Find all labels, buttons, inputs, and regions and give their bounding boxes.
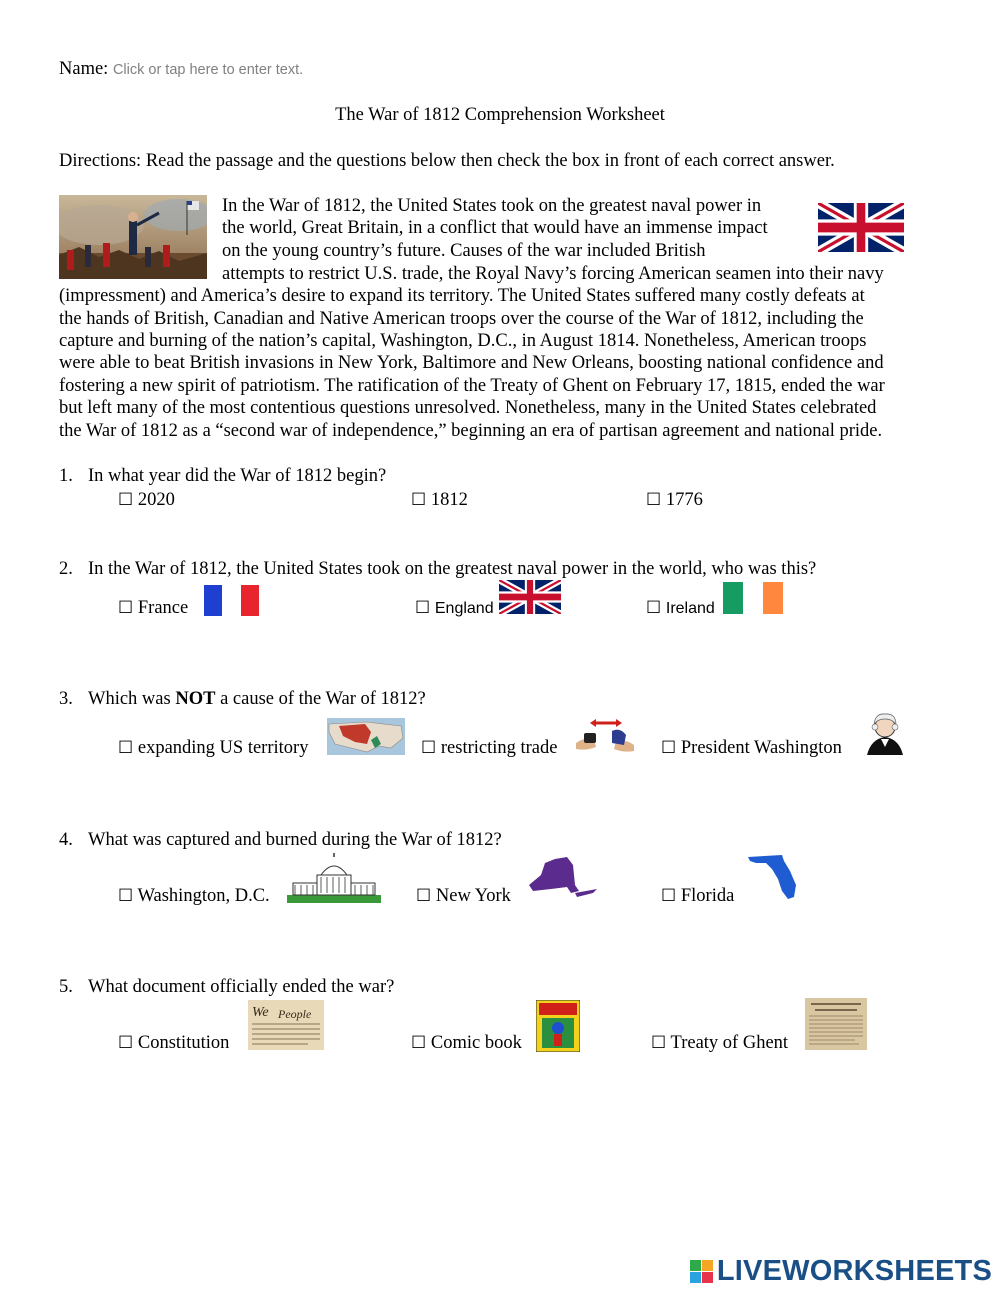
svg-text:We: We	[252, 1005, 269, 1020]
question-number: 1.	[59, 466, 73, 486]
battle-painting-image	[59, 195, 207, 279]
passage-line: attempts to restrict U.S. trade, the Royal Navy’s forcing American seamen into their navy	[222, 264, 884, 284]
checkbox[interactable]: ☐	[421, 738, 437, 758]
q4-option-new-york[interactable]	[416, 886, 511, 907]
option-label: Constitution	[137, 1033, 230, 1053]
ireland-flag-icon	[723, 582, 783, 614]
liveworksheets-logo	[690, 1254, 992, 1288]
treaty-document-icon	[805, 998, 867, 1050]
logo-icon	[690, 1260, 713, 1283]
checkbox[interactable]: ☐	[118, 738, 134, 758]
option-label: Comic book	[430, 1033, 522, 1053]
checkbox[interactable]: ☐	[118, 598, 134, 618]
svg-text:People: People	[278, 1007, 312, 1021]
option-label: 1812	[430, 490, 468, 510]
option-label: England	[434, 600, 494, 617]
q2-option-ireland[interactable]	[646, 598, 715, 619]
question-text: In the War of 1812, the United States took on the greatest naval power in the world, who was this?	[88, 559, 817, 579]
name-row	[59, 59, 303, 80]
q5-option-comic-book[interactable]	[411, 1033, 522, 1054]
question-number: 3.	[59, 689, 73, 709]
checkbox[interactable]: ☐	[411, 1033, 427, 1053]
question-1	[59, 466, 386, 487]
passage-line: the War of 1812 as a “second war of independence,” beginning an era of partisan agreement and national pride.	[59, 421, 883, 441]
name-label: Name:	[59, 59, 109, 79]
question-text: What was captured and burned during the War of 1812?	[88, 830, 502, 850]
question-number: 5.	[59, 977, 73, 997]
constitution-document-icon	[248, 1000, 324, 1050]
checkbox[interactable]: ☐	[646, 490, 662, 510]
us-territory-map-icon	[327, 718, 405, 755]
checkbox[interactable]: ☐	[416, 886, 432, 906]
comic-book-icon	[536, 1000, 580, 1052]
trade-exchange-icon	[574, 715, 636, 757]
question-text-post: a cause of the War of 1812?	[215, 689, 426, 709]
question-4	[59, 830, 502, 851]
q4-option-florida[interactable]	[661, 886, 734, 907]
passage-line: on the young country’s future. Causes of the war included British	[222, 241, 706, 261]
option-label: New York	[435, 886, 511, 906]
option-label: Florida	[680, 886, 735, 906]
passage-line: In the War of 1812, the United States took on the greatest naval power in	[222, 196, 762, 216]
capitol-building-icon	[287, 853, 381, 903]
union-jack-flag-icon	[499, 580, 561, 614]
q1-option-1812[interactable]	[411, 490, 468, 511]
q2-option-england[interactable]	[415, 598, 494, 619]
logo-text: LIVEWORKSHEETS	[716, 1254, 992, 1287]
checkbox[interactable]: ☐	[118, 886, 134, 906]
option-label: 1776	[665, 490, 703, 510]
q3-option-president-washington[interactable]	[661, 738, 842, 759]
q5-option-treaty-of-ghent[interactable]	[651, 1033, 788, 1054]
q1-option-2020[interactable]	[118, 490, 175, 511]
new-york-state-map-icon	[527, 855, 599, 903]
option-label: Washington, D.C.	[137, 886, 270, 906]
q2-option-france[interactable]	[118, 598, 188, 619]
passage-line: were able to beat British invasions in New York, Baltimore and New Orleans, boosting national confidence and	[59, 353, 884, 373]
checkbox[interactable]: ☐	[646, 598, 662, 618]
question-text-pre: Which was	[88, 689, 176, 709]
passage-line: but left many of the most contentious questions unresolved. Nonetheless, many in the United States celebrated	[59, 398, 877, 418]
option-label: restricting trade	[440, 738, 558, 758]
passage-line: the hands of British, Canadian and Native American troops over the course of the War of 1812, including the	[59, 309, 864, 329]
option-label: France	[137, 598, 189, 618]
question-3	[59, 689, 426, 710]
q4-option-washington-dc[interactable]	[118, 886, 270, 907]
checkbox[interactable]: ☐	[415, 598, 431, 618]
q3-option-restricting-trade[interactable]	[421, 738, 557, 759]
option-label: President Washington	[680, 738, 842, 758]
checkbox[interactable]: ☐	[411, 490, 427, 510]
question-2	[59, 559, 816, 580]
option-label: Ireland	[665, 600, 715, 617]
question-number: 2.	[59, 559, 73, 579]
checkbox[interactable]: ☐	[661, 738, 677, 758]
passage-line: (impressment) and America’s desire to expand its territory. The United States suffered many costly defeats at	[59, 286, 865, 306]
directions: Directions: Read the passage and the questions below then check the box in front of each correct answer.	[59, 151, 835, 171]
question-5	[59, 977, 394, 998]
checkbox[interactable]: ☐	[118, 1033, 134, 1053]
option-label: 2020	[137, 490, 175, 510]
question-text: What document officially ended the war?	[88, 977, 395, 997]
checkbox[interactable]: ☐	[661, 886, 677, 906]
checkbox[interactable]: ☐	[118, 490, 134, 510]
union-jack-flag-icon	[818, 203, 904, 252]
page-title: The War of 1812 Comprehension Worksheet	[335, 105, 665, 125]
florida-state-map-icon	[746, 853, 798, 901]
passage-line: the world, Great Britain, in a conflict that would have an immense impact	[222, 218, 768, 238]
q1-option-1776[interactable]	[646, 490, 703, 511]
option-label: expanding US territory	[137, 738, 309, 758]
question-number: 4.	[59, 830, 73, 850]
checkbox[interactable]: ☐	[651, 1033, 667, 1053]
passage-line: fostering a new spirit of patriotism. The ratification of the Treaty of Ghent on February 17, 1815, ended the war	[59, 376, 885, 396]
q5-option-constitution[interactable]	[118, 1033, 229, 1054]
name-input[interactable]: Click or tap here to enter text.	[112, 62, 304, 78]
question-text: In what year did the War of 1812 begin?	[88, 466, 387, 486]
passage-line: capture and burning of the nation’s capital, Washington, D.C., in August 1814. Nonetheless, American troops	[59, 331, 867, 351]
france-flag-icon	[204, 585, 259, 616]
q3-option-expanding-territory[interactable]	[118, 738, 308, 759]
question-text-bold: NOT	[175, 689, 216, 709]
washington-portrait-icon	[865, 711, 905, 755]
option-label: Treaty of Ghent	[670, 1033, 789, 1053]
